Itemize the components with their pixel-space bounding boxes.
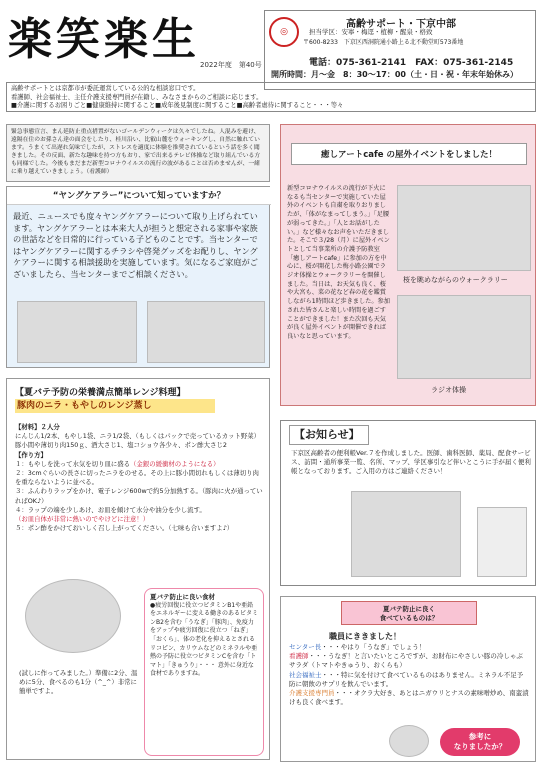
recipe-text bbox=[15, 423, 265, 533]
intro-categories: ■介護に関するお困りごと■健康維持に関すること■成年後見制度に関すること■高齢者虐待に関すること・・・等々 bbox=[11, 102, 344, 109]
ingredients-label: 【材料】２人分 bbox=[15, 423, 60, 431]
center-info-box bbox=[264, 10, 536, 90]
reference-bubble: 参考に なりましたか？ bbox=[440, 728, 520, 756]
answer-care-manager: 介護支援専門員・・・オクラ大好き、あとはニガウリとナスの素味噌炒め、南蛮漬けも良く食べます。 bbox=[289, 689, 529, 707]
staff-illustration bbox=[477, 507, 527, 577]
center-hours: 開所時間：月〜金 8：30〜17：00（土・日・祝・年末年始休み） bbox=[271, 70, 518, 79]
radio-exercise-photo bbox=[397, 295, 531, 379]
event-body: 新型コロナウイルスの流行が下火になるも当センターで実施していた屋外のイベントも自粛を取りおりましたが、「体がなまってしまう。」「足腰が弱ってきた。」「人とお話がしたい。」など様々なお声をいただきました。そこで３/28（月）に屋外イベントとして当事業所の介護予防教室「癒しアートcafe」に参加の方を中心に、桜が開花した梅小路公園でラジオ体操とウォークラリーを開催しました。当日は、お天気も良く、桜や大宮も、菜の花など春の花を鑑賞しながら1時間ほど歩きました。参加された皆さんと楽しい時間を過ごすことができました！また次回も天気が良く屋外イベントが開催できれば良いなと思っています。 bbox=[287, 185, 390, 340]
intro-line: 高齢サポートとは京都市が委託運営している公的な相談窓口です。 bbox=[11, 85, 200, 92]
answer-nurse: 看護師・・・うなぎ！と言いたいところですが、お財布にやさしい豚の冷しゃぶサラダ（トマトやきゅうり、おくらも） bbox=[289, 652, 523, 670]
walk-rally-caption: 桜を眺めながらのウォークラリー bbox=[403, 276, 508, 284]
survey-answers bbox=[289, 643, 529, 707]
event-title: 癒しアートcafe の屋外イベントをしました！ bbox=[291, 143, 527, 165]
announcement-section bbox=[280, 420, 536, 586]
summer-food-body: ●疲労回復に役立つビタミンB1や亜鉛をエネルギーに変える働きのあるビタミンB2を含む「うなぎ」「豚肉」、免疫力をアップや疲労回復に役立つ「ねぎ」「おくら」、体の老化を抑えるとされるリコピン、カリウムなどのミネラルや亜熱の予防に役立つビタミンCを含む「トマト」「きゅうり」・・・ 意外に身近な食材でありますね。 bbox=[150, 601, 259, 678]
survey-banner: 夏バテ防止に良く 食べているものは？ bbox=[341, 601, 477, 625]
ingredients-list: にんじん1/2本、もやし1袋、ニラ1/2袋、（もしくはパックで売っているカット野菜）豚小間や薄切り肉150ｇ、酒大さじ1、塩コショウ各少々、ポン酢大さじ2 bbox=[15, 432, 261, 450]
recipe-dish-name: 豚肉のニラ・もやしのレンジ蒸し bbox=[15, 399, 215, 413]
intro-line: 看護師、社会福祉士、主任介護支援専門員が在籍し、みなさまからのご相談に応じます。 bbox=[11, 93, 263, 101]
newsletter-logo: 楽笑楽生 bbox=[8, 14, 200, 65]
step-4: ４：ラップの端を少しあけ、お皿を傾けて水分や油分を少し流す。 （お皿自体が非常に熱いのでやけどに注意！） bbox=[15, 505, 206, 524]
answer-social-worker: 社会福祉士・・・特に気を付けて食べているものはありません。ミネラル不足予防に朝飲のサプリを飲んでいます。 bbox=[289, 670, 524, 688]
step-5: ５：ポン酢をかけておいしく召し上がってください。（七味も合いますよ♪） bbox=[15, 524, 234, 533]
dish-photo bbox=[25, 579, 121, 653]
nurse-message: 緊急事態宣言、まん延防止重点措置がないゴールデンウィークは久々でしたね。人混みを避け、遠隔在住のお孫さん達の面会をしたり、桂川沿い、比叡山麓をウォーキングし、自然に触れています。うまくて出遅れ気味でしたが、ストレスを適度に体験を推奨されているという話を多く聞きました。その反面、新たな趣味を持つ方もおり、家で出来るテレビ体操など取り組んでいる方も同様でした。今後もまだまだ新型コロナウイルスの流行の波があることは否めませんが、一緒に乗り越えていきましょう。（看護師） bbox=[6, 124, 270, 182]
walk-rally-photo bbox=[397, 185, 531, 271]
young-carer-body: 最近、ニュースでも度々ヤングケアラーについて取り上げられています。ヤングケアラーとは本来大人が担うと想定される家事や家族の世話などを日常的に行っている子どものことです。当センターではヤングケアラーに関するチラシや啓発グッズをお配りし、ヤングケアラーに関する相談援助を実施しています。気になるご家庭がございましたら、当センターまでご相談ください。 bbox=[13, 211, 258, 279]
young-carer-section bbox=[6, 186, 270, 368]
method-label: 【作り方】 bbox=[15, 450, 47, 459]
soup-illustration bbox=[389, 725, 429, 757]
handbook-photo bbox=[351, 491, 461, 577]
summer-food-heading: 夏バテ防止に良い食材 bbox=[150, 593, 215, 601]
answer-director: センター長・・・やはり「うなぎ」でしょう！ bbox=[289, 643, 426, 651]
goods-photo bbox=[147, 301, 265, 363]
radio-exercise-caption: ラジオ体操 bbox=[431, 386, 466, 394]
leaflet-photo bbox=[17, 301, 137, 363]
step-1: １：もやしを洗って水気を切り皿に盛る（金銀の緩衝材のようになる） bbox=[15, 459, 220, 468]
tried-note: (試しに作ってみました。）準備に2分、温めに5分、食べるのも1分（^_^）非常に簡単ですよ。 bbox=[19, 669, 138, 695]
center-emblem-icon: ◎ bbox=[269, 17, 299, 47]
announcement-title: 【お知らせ】 bbox=[289, 425, 369, 445]
announcement-body: 下京区高齢者の便利帳Ver.７を作成しました。医師、歯科医師、薬局、配食サービス、訪問・通所事業一覧、名所、マップ、学区事引など伴いとこうに手が届く便利帳となっております。ご入用の方はご連絡ください！ bbox=[291, 449, 531, 475]
art-cafe-event-section bbox=[280, 124, 536, 406]
survey-heading: 職員にききました！ bbox=[329, 632, 401, 641]
young-carer-title: “ヤングケアラー”について知っていますか？ bbox=[7, 187, 271, 205]
step-3: ３：ふんわりラップをかけ、電子レンジ600wで約5分加熱する。（豚肉に火が通っていればOK♪） bbox=[15, 487, 263, 505]
intro-box bbox=[6, 82, 536, 112]
summer-food-box bbox=[144, 588, 264, 756]
issue-number: 2022年度 第40号 bbox=[200, 61, 262, 69]
step-2: ２：3cmぐらいの長さに切ったニラをのせる。その上に豚小間切れもしくは薄切り肉を重ならないように並べる。 bbox=[15, 469, 259, 487]
center-area: 担当学区：安寧・梅逕・植柳・醒泉・格致 bbox=[309, 28, 433, 36]
center-name: 高齢サポート・下京中部 bbox=[346, 19, 456, 30]
center-address: 〒600-8233 下京区西洞院通小路上る北不動堂町573番地 bbox=[303, 39, 464, 46]
center-phone: 電話：075-361-2141 FAX：075-361-2145 bbox=[309, 58, 514, 68]
recipe-heading: 【夏バテ予防の栄養満点簡単レンジ料理】 bbox=[15, 388, 186, 398]
